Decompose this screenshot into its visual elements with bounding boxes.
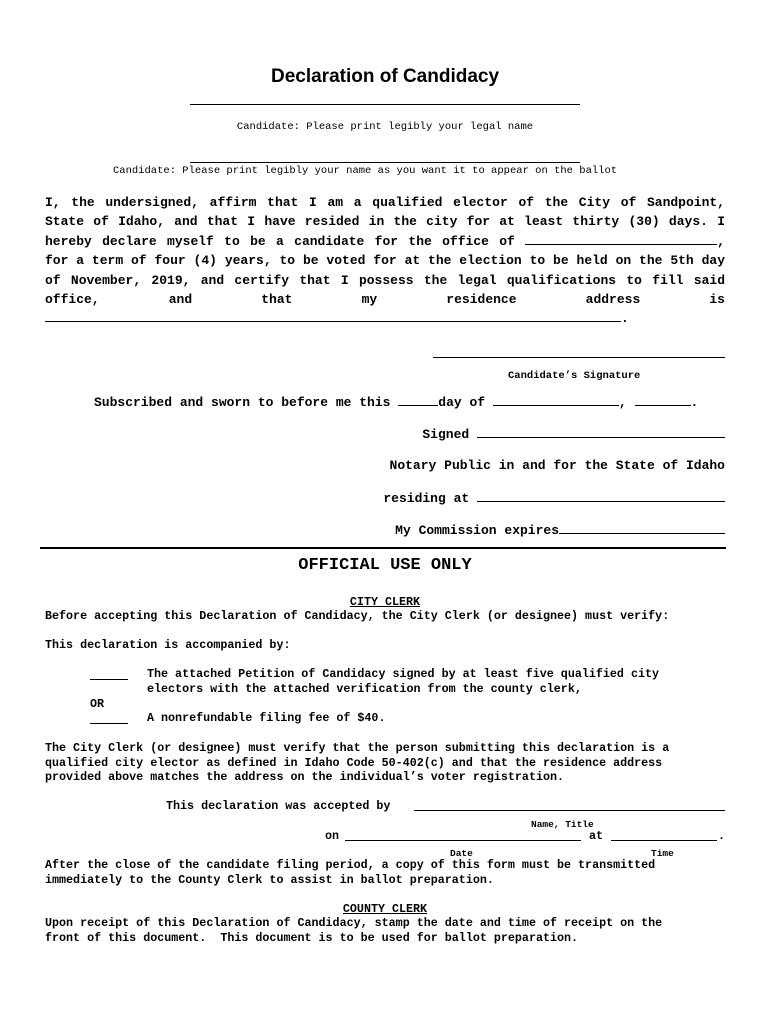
notary-label: Notary Public in and for the State of Idaho — [389, 458, 725, 473]
accepted-date-field[interactable] — [345, 840, 581, 841]
county-clerk-text-1: Upon receipt of this Declaration of Candidacy, stamp the date and time of receipt on the — [45, 916, 663, 930]
sworn-day-of: day of — [438, 395, 486, 410]
accepted-end: . — [718, 829, 726, 843]
residence-address-field[interactable] — [45, 310, 621, 322]
option-petition-1: The attached Petition of Candidacy signed by at least five qualified city — [147, 667, 659, 681]
declaration-end: . — [621, 311, 629, 327]
declaration-text-1: I, the undersigned, affirm that I am a qualified elector of the City of Sandpoint, State of Idaho, and that I have resided in the city for at least thirty (30) days. I hereby declare myself to be a candidate for the office of — [45, 195, 725, 249]
name-title-caption: Name, Title — [531, 819, 594, 830]
signature-caption: Candidate’s Signature — [508, 370, 641, 382]
county-clerk-text-2: front of this document. This document is to be used for ballot preparation. — [45, 931, 579, 945]
accepted-by-field[interactable] — [414, 810, 725, 811]
candidate-signature-field[interactable] — [433, 357, 725, 358]
accepted-time-field[interactable] — [611, 840, 717, 841]
declaration-text-2: , for a term of four (4) years, to be voted for at the election to be held on the 5th day of November, 2019, and certify that I possess the legal qualifications to fill said office, and that my residence address — [45, 233, 725, 308]
verify-text-2: qualified city elector as defined in Idaho Code 50-402(c) and that the residence address — [45, 756, 663, 770]
option-fee: A nonrefundable filing fee of $40. — [147, 711, 386, 725]
after-filing-text-2: immediately to the County Clerk to assist in ballot preparation. — [45, 873, 494, 887]
signed-label: Signed — [422, 427, 470, 442]
sworn-line — [94, 394, 698, 410]
legal-name-caption: Candidate: Please print legibly your legal name — [236, 121, 534, 133]
fee-checkbox-line[interactable] — [90, 723, 128, 724]
page-title: Declaration of Candidacy — [270, 66, 500, 87]
sworn-year-field[interactable] — [635, 394, 691, 406]
sworn-period: . — [690, 395, 699, 410]
at-label: at — [589, 829, 604, 843]
accepted-by-label: This declaration was accepted by — [166, 799, 391, 813]
sworn-prefix: Subscribed and sworn to before me this — [94, 395, 391, 410]
notary-signature-field[interactable] — [477, 426, 725, 438]
city-clerk-intro: Before accepting this Declaration of Candidacy, the City Clerk (or designee) must verify: — [45, 609, 670, 623]
verify-text-3: provided above matches the address on the individual’s voter registration. — [45, 770, 565, 784]
option-petition-2: electors with the attached verification from the county clerk, — [147, 682, 582, 696]
ballot-name-caption: Candidate: Please print legibly your name as you want it to appear on the ballot — [113, 165, 618, 177]
accompanied-label: This declaration is accompanied by: — [45, 638, 291, 652]
after-filing-text-1: After the close of the candidate filing period, a copy of this form must be transmitted — [45, 858, 656, 872]
on-label: on — [325, 829, 340, 843]
residing-field[interactable] — [477, 490, 725, 502]
commission-label: My Commission expires — [395, 523, 559, 538]
verify-text-1: The City Clerk (or designee) must verify that the person submitting this declaration is a — [45, 741, 670, 755]
declaration-text-3: is — [709, 292, 725, 308]
residing-label: residing at — [383, 491, 470, 506]
sworn-comma: , — [618, 395, 627, 410]
commission-row — [300, 522, 725, 538]
ballot-name-field[interactable] — [190, 162, 580, 163]
time-caption: Time — [651, 848, 674, 859]
legal-name-field[interactable] — [190, 104, 580, 105]
sworn-month-field[interactable] — [493, 394, 619, 406]
sworn-day-field[interactable] — [398, 394, 438, 406]
county-clerk-heading: COUNTY CLERK — [342, 902, 428, 916]
petition-checkbox-line[interactable] — [90, 679, 128, 680]
declaration-paragraph — [45, 193, 725, 329]
city-clerk-heading: CITY CLERK — [349, 595, 421, 609]
section-divider — [40, 547, 726, 549]
office-field[interactable] — [525, 233, 717, 245]
date-caption: Date — [450, 848, 473, 859]
or-label: OR — [90, 697, 105, 711]
commission-field[interactable] — [559, 522, 725, 534]
official-use-title: OFFICIAL USE ONLY — [298, 556, 472, 575]
signed-row — [300, 426, 725, 442]
residing-row — [300, 490, 725, 506]
